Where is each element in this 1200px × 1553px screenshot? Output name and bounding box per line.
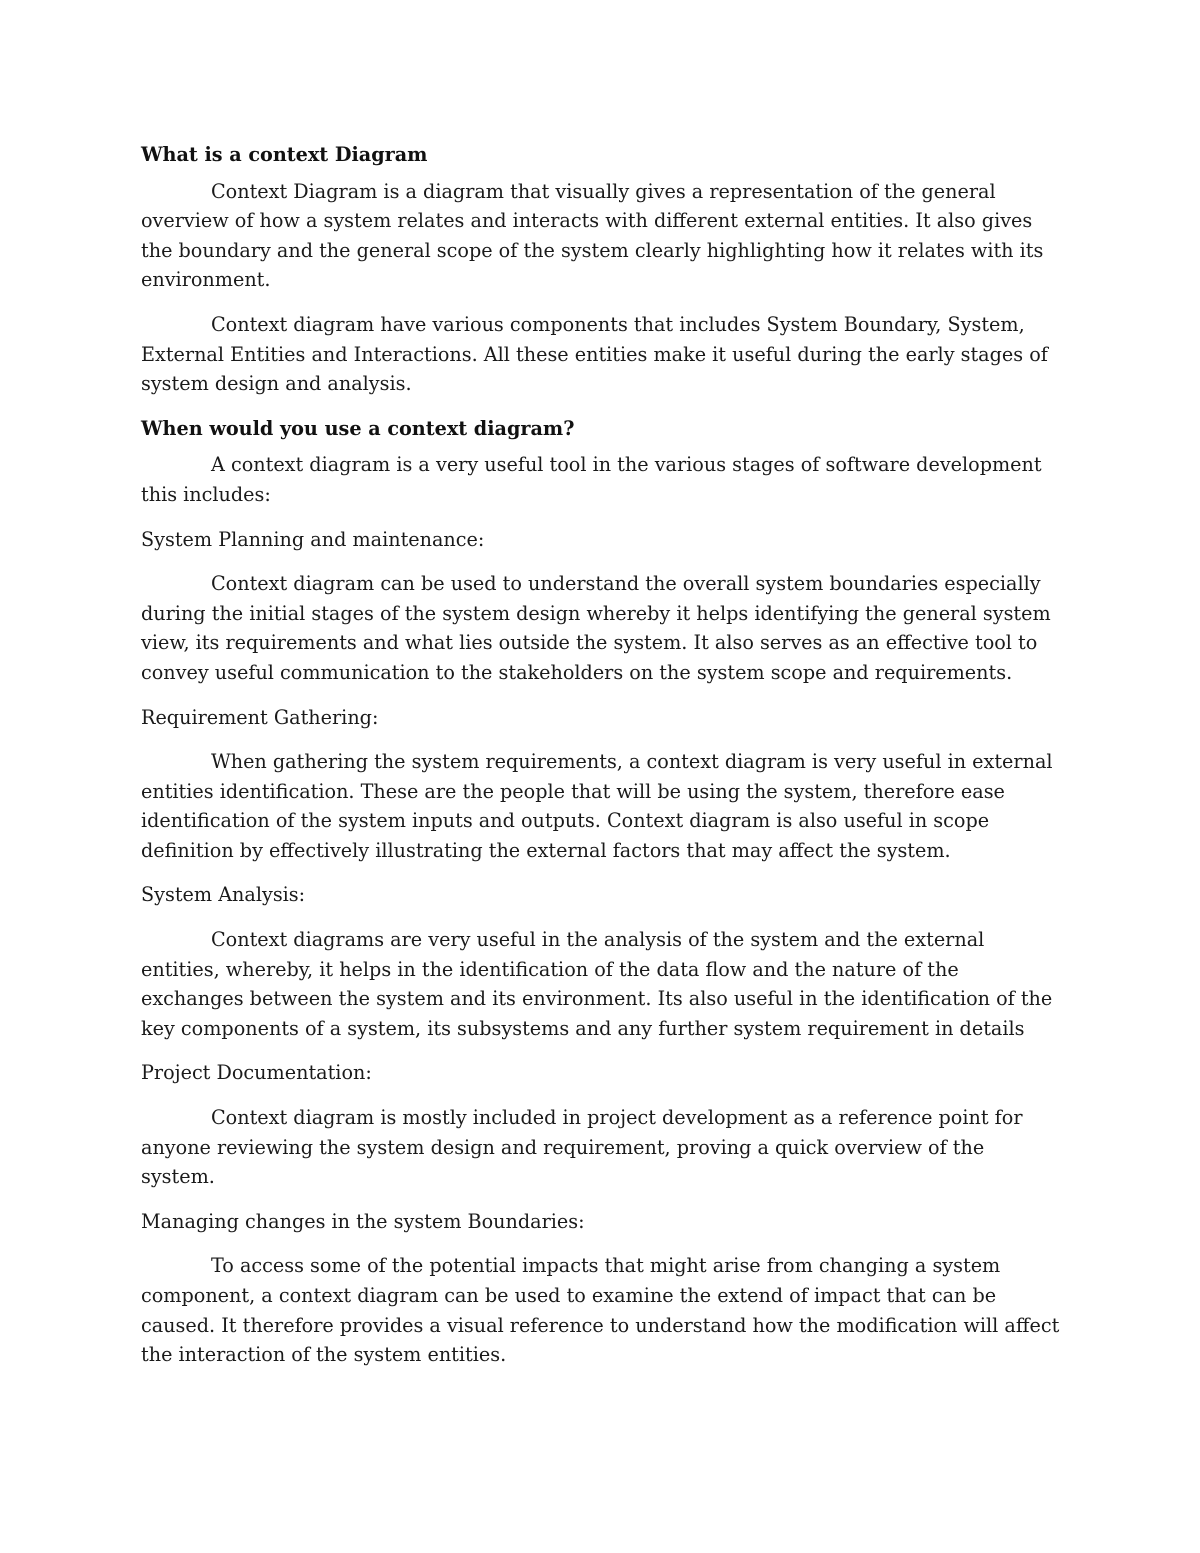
subheading-managing-changes: Managing changes in the system Boundaries: [141,1209,585,1233]
paragraph-components: Context diagram have various components that includes System Boundary, System, External Entities and Interactions. All these entities make it useful during the early stages of system design and analysis. [141,312,1048,396]
subheading-system-analysis: System Analysis: [141,883,306,907]
paragraph-system-planning: Context diagram can be used to understand the overall system boundaries especially during the initial stages of the system design whereby it helps identifying the general system view, its requirements and what lies outside the system. It also serves as an effective tool to convey useful communication to the stakeholders on the system scope and requirements. [141,572,1051,684]
heading-when-to-use: When would you use a context diagram? [141,416,575,440]
paragraph-project-documentation: Context diagram is mostly included in project development as a reference point for anyone reviewing the system design and requirement, proving a quick overview of the system. [141,1106,1023,1189]
paragraph-managing-changes: To access some of the potential impacts that might arise from changing a system component, a context diagram can be used to examine the extend of impact that can be caused. It therefore provides a visual reference to understand how the modification will affect the interaction of the system entities. [141,1254,1060,1367]
heading-context-diagram: What is a context Diagram [141,143,428,166]
subheading-system-planning: System Planning and maintenance: [141,527,485,551]
paragraph-system-analysis: Context diagrams are very useful in the analysis of the system and the external entities, whereby, it helps in the identification of the data flow and the nature of the exchanges between the system and its environment. Its also useful in the identification of the key components of a system, its subsystems and any further system requirement in details [141,928,1053,1040]
paragraph-requirement-gathering: When gathering the system requirements, a context diagram is very useful in external entities identification. These are the people that will be using the system, therefore ease identification of the system inputs and outputs. Context diagram is also useful in scope definition by effectively illustrating the external factors that may affect the system. [141,750,1053,862]
subheading-project-documentation: Project Documentation: [141,1061,372,1085]
paragraph-definition: Context Diagram is a diagram that visually gives a representation of the general overview of how a system relates and interacts with different external entities. It also gives the boundary and the general scope of the system clearly highlighting how it relates with its environment. [141,179,1044,292]
subheading-requirement-gathering: Requirement Gathering: [141,705,379,729]
document-body [141,140,1061,1385]
paragraph-intro: A context diagram is a very useful tool in the various stages of software development this includes: [141,453,1042,506]
